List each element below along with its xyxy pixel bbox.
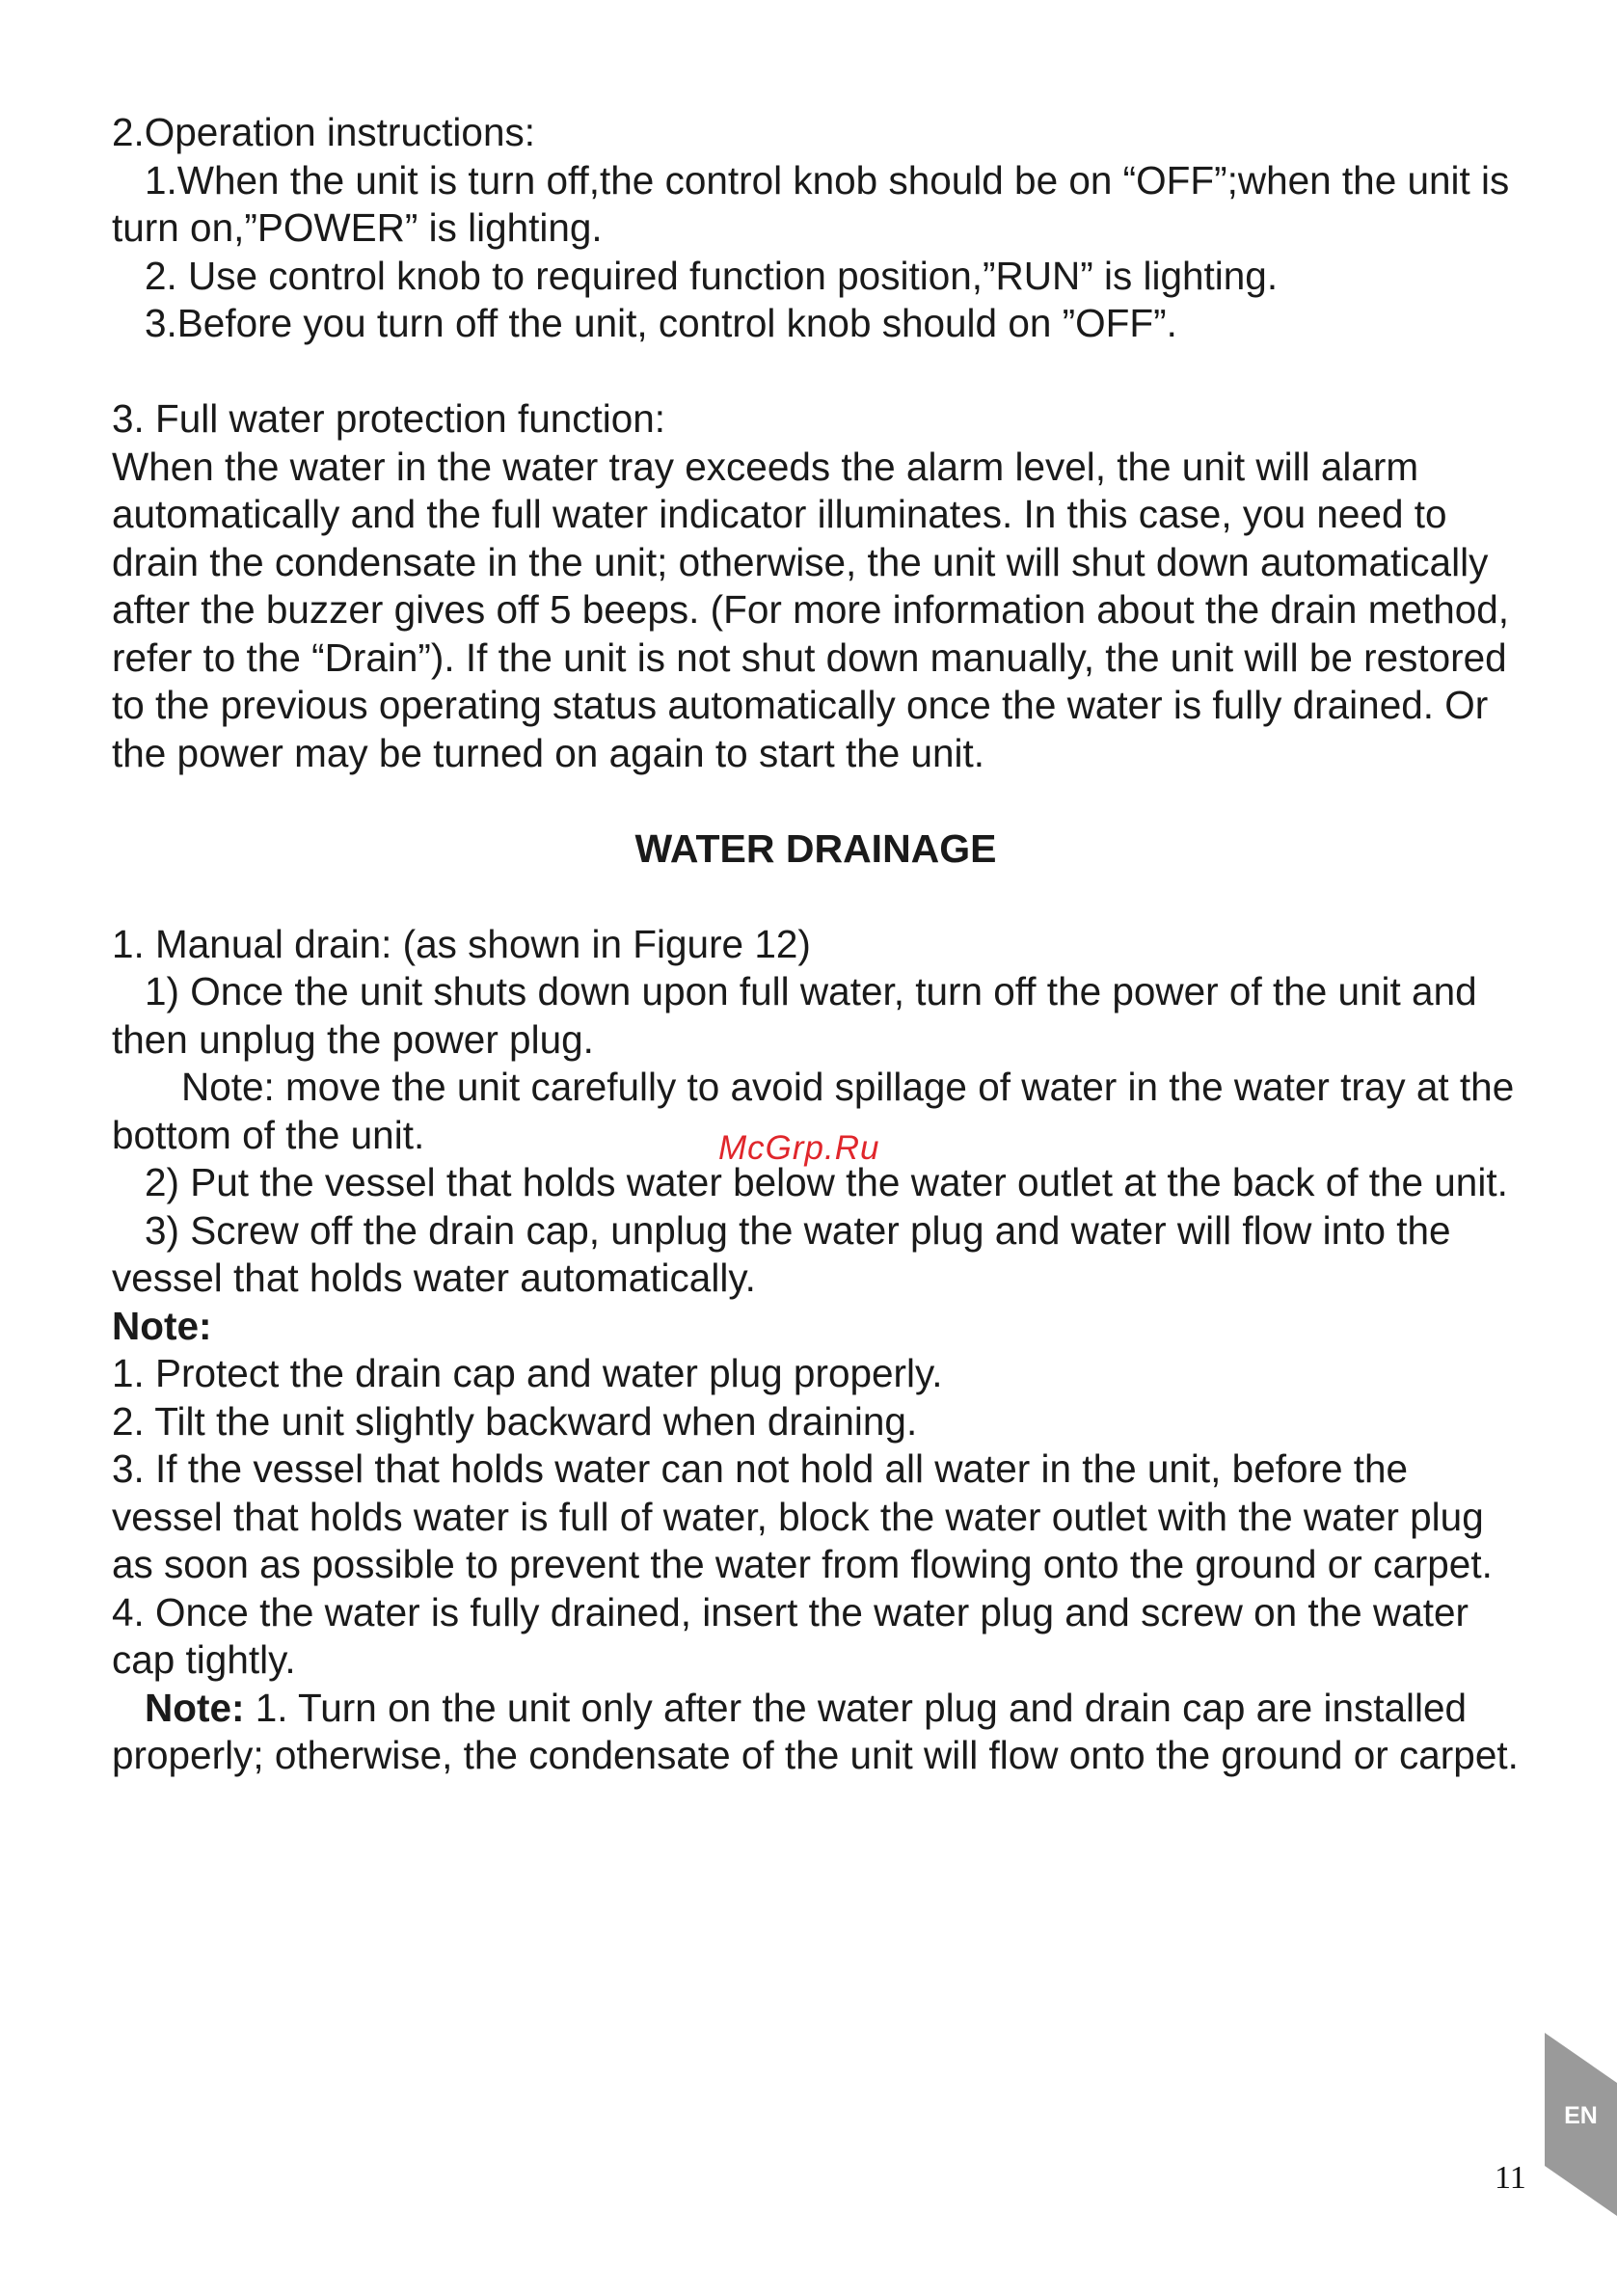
final-note-text: 1. Turn on the unit only after the water plug and drain cap are installed properly; otherwise, the condensate of the unit will flow onto the ground or carpet. (112, 1685, 1519, 1777)
drain-step-1: 1) Once the unit shuts down upon full water, turn off the power of the unit and then unplug the power plug. (112, 969, 1477, 1062)
watermark: McGrp.Ru (718, 1129, 880, 1167)
water-drainage-heading: WATER DRAINAGE (634, 825, 997, 871)
note-item-4: 4. Once the water is fully drained, insert the water plug and screw on the water cap tightly. (112, 1589, 1469, 1682)
spacer (112, 777, 1520, 825)
operation-item-2: 2. Use control knob to required function position,”RUN” is lighting. (145, 253, 1279, 298)
drain-step-2: 2) Put the vessel that holds water below the water outlet at the back of the unit. (145, 1160, 1508, 1204)
drain-step-3: 3) Screw off the drain cap, unplug the water plug and water will flow into the vessel that holds water automatically. (112, 1207, 1451, 1300)
drain-step-1-note: Note: move the unit carefully to avoid spillage of water in the water tray at the bottom of the unit. (112, 1065, 1515, 1157)
page-number: 11 (1495, 2160, 1526, 2196)
language-tab-label: EN (1564, 2102, 1598, 2129)
section-full-water-title: 3. Full water protection function: (112, 396, 666, 441)
note-item-1: 1. Protect the drain cap and water plug properly. (112, 1351, 943, 1395)
spacer (112, 348, 1520, 396)
final-note-label: Note: (145, 1685, 245, 1730)
language-tab (1545, 2033, 1617, 2216)
operation-item-3: 3.Before you turn off the unit, control knob should on ”OFF”. (145, 301, 1177, 345)
note-label: Note: (112, 1303, 212, 1348)
section-operation-title: 2.Operation instructions: (112, 110, 535, 154)
note-item-2: 2. Tilt the unit slightly backward when draining. (112, 1398, 918, 1444)
note-item-3: 3. If the vessel that holds water can not hold all water in the unit, before the vessel that holds water is full of water, block the water outlet with the water plug as soon as possible to prevent the water from flowing onto the ground or carpet. (112, 1446, 1493, 1586)
manual-drain-title: 1. Manual drain: (as shown in Figure 12) (112, 921, 811, 966)
final-note (112, 1685, 1520, 1780)
spacer (112, 873, 1520, 921)
section-full-water-body: When the water in the water tray exceeds the alarm level, the unit will alarm automatically and the full water indicator illuminates. In this case, you need to drain the condensate in the unit; otherwise, the unit will shut down automatically after the buzzer gives off 5 beeps. (For more information about the drain method, refer to the “Drain”). If the unit is not shut down manually, the unit will be restored to the previous operating status automatically once the water is fully drained. Or the power may be turned on again to start the unit. (112, 444, 1510, 775)
page-content (112, 109, 1520, 1780)
operation-item-1: 1.When the unit is turn off,the control knob should be on “OFF”;when the unit is turn on,”POWER” is lighting. (112, 157, 1510, 250)
